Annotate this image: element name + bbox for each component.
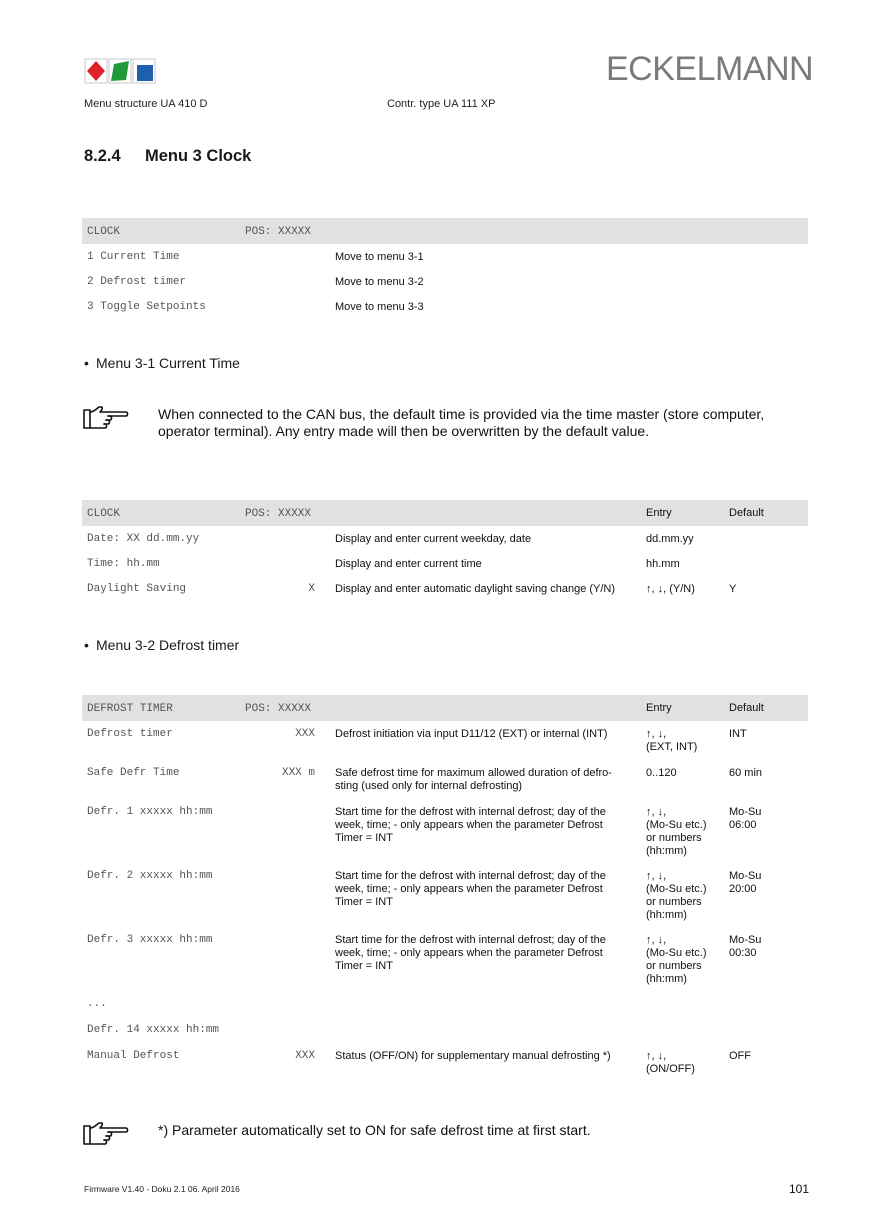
bullet-heading [84, 355, 240, 371]
header-name: CLOCK [87, 508, 121, 520]
header-pos: POS: XXXXX [245, 508, 312, 520]
section-title: Menu 3 Clock [145, 147, 252, 165]
eckelmann-logo-icon [84, 58, 156, 84]
row-desc: Display and enter automatic daylight saving change (Y/N) [335, 583, 616, 595]
clock-menu-table [82, 218, 808, 319]
page-number: 101 [789, 1182, 810, 1196]
row-name: Date: XX dd.mm.yy [87, 533, 200, 545]
row-name: 3 Toggle Setpoints [87, 301, 206, 313]
table-row [82, 244, 808, 269]
table-row [82, 863, 808, 927]
row-desc: Status (OFF/ON) for supplementary manual defrosting *) [335, 1050, 611, 1062]
row-name: Safe Defr Time [87, 767, 180, 779]
row-desc: Move to menu 3-1 [335, 251, 424, 263]
header-pos: POS: XXXXX [245, 226, 312, 238]
row-name: Defr. 1 xxxxx hh:mm [87, 806, 213, 818]
row-default: Mo-Su 20:00 [729, 870, 762, 895]
table-row [82, 1043, 808, 1083]
row-desc: Display and enter current weekday, date [335, 533, 532, 545]
bullet-text: Menu 3-1 Current Time [96, 355, 240, 371]
bullet-text: Menu 3-2 Defrost timer [96, 637, 240, 653]
defrost-timer-table [82, 695, 808, 1083]
row-name: 1 Current Time [87, 251, 180, 263]
header-name: DEFROST TIMER [87, 703, 173, 715]
row-default: Y [729, 583, 737, 595]
bullet-icon: • [84, 355, 89, 371]
row-default: Mo-Su 00:30 [729, 934, 762, 959]
table-header [82, 218, 808, 244]
row-name: Defrost timer [87, 728, 173, 740]
row-name: 2 Defrost timer [87, 276, 187, 288]
row-default: 60 min [729, 767, 763, 779]
row-name: Defr. 2 xxxxx hh:mm [87, 870, 213, 882]
page-title [84, 147, 251, 166]
footnote-text: *) Parameter automatically set to ON for safe defrost time at first start. [158, 1122, 591, 1138]
table-row [82, 760, 808, 799]
row-name: Daylight Saving [87, 583, 187, 595]
table-row [82, 927, 808, 991]
row-entry: dd.mm.yy [646, 533, 694, 545]
row-desc: Move to menu 3-2 [335, 276, 424, 288]
row-name: Manual Defrost [87, 1050, 180, 1062]
table-header [82, 500, 808, 526]
row-desc: Move to menu 3-3 [335, 301, 424, 313]
current-time-table [82, 500, 808, 601]
pointing-hand-icon [82, 1120, 130, 1148]
row-value: X [308, 583, 315, 595]
header-pos: POS: XXXXX [245, 703, 312, 715]
row-entry: ↑, ↓, (EXT, INT) [646, 728, 698, 753]
controller-label: Contr. type UA 111 XP [387, 98, 496, 110]
document-label: Menu structure UA 410 D [84, 98, 208, 110]
row-desc: Display and enter current time [335, 558, 482, 570]
row-entry: ↑, ↓, (Mo-Su etc.) or numbers (hh:mm) [646, 870, 707, 921]
table-row [82, 799, 808, 863]
header-default: Default [729, 702, 764, 714]
table-row [82, 269, 808, 294]
table-row [82, 294, 808, 319]
table-row [82, 526, 808, 551]
brand-name: ECKELMANN [606, 50, 814, 88]
row-entry: 0..120 [646, 767, 677, 779]
row-desc: Defrost initiation via input D11/12 (EXT) or internal (INT) [335, 728, 608, 740]
bullet-icon: • [84, 637, 89, 653]
row-desc: Start time for the defrost with internal defrost; day of the week, time; - only appears when the parameter Defrost Timer = INT [335, 934, 606, 972]
footer-firmware: Firmware V1.40 - Doku 2.1 06. April 2016 [84, 1184, 240, 1194]
table-row [82, 576, 808, 601]
row-name: ... [87, 998, 107, 1010]
bullet-heading [84, 637, 239, 653]
row-name: Defr. 14 xxxxx hh:mm [87, 1024, 220, 1036]
table-row [82, 721, 808, 760]
row-default: INT [729, 728, 747, 740]
table-row [82, 1017, 808, 1043]
row-entry: ↑, ↓, (ON/OFF) [646, 1050, 695, 1075]
header-default: Default [729, 507, 764, 519]
row-default: OFF [729, 1050, 751, 1062]
row-value: XXX [295, 1050, 315, 1062]
header-name: CLOCK [87, 226, 121, 238]
row-entry: hh.mm [646, 558, 680, 570]
section-number: 8.2.4 [84, 147, 121, 165]
row-value: XXX [295, 728, 315, 740]
table-row [82, 991, 808, 1017]
row-desc: Safe defrost time for maximum allowed duration of defro- sting (used only for internal defrosting) [335, 767, 612, 792]
header-entry: Entry [646, 702, 672, 714]
header-entry: Entry [646, 507, 672, 519]
row-value: XXX m [281, 767, 315, 779]
row-entry: ↑, ↓, (Mo-Su etc.) or numbers (hh:mm) [646, 934, 707, 985]
row-name: Time: hh.mm [87, 558, 160, 570]
row-entry: ↑, ↓, (Mo-Su etc.) or numbers (hh:mm) [646, 806, 707, 857]
row-entry: ↑, ↓, (Y/N) [646, 583, 695, 595]
pointing-hand-icon [82, 404, 130, 432]
table-row [82, 551, 808, 576]
row-default: Mo-Su 06:00 [729, 806, 762, 831]
note-text: When connected to the CAN bus, the default time is provided via the time master (store computer, operator terminal). Any entry made will then be overwritten by the default value. [158, 406, 765, 439]
row-desc: Start time for the defrost with internal defrost; day of the week, time; - only appears when the parameter Defrost Timer = INT [335, 870, 606, 908]
row-desc: Start time for the defrost with internal defrost; day of the week, time; - only appears when the parameter Defrost Timer = INT [335, 806, 606, 844]
table-header [82, 695, 808, 721]
row-name: Defr. 3 xxxxx hh:mm [87, 934, 213, 946]
